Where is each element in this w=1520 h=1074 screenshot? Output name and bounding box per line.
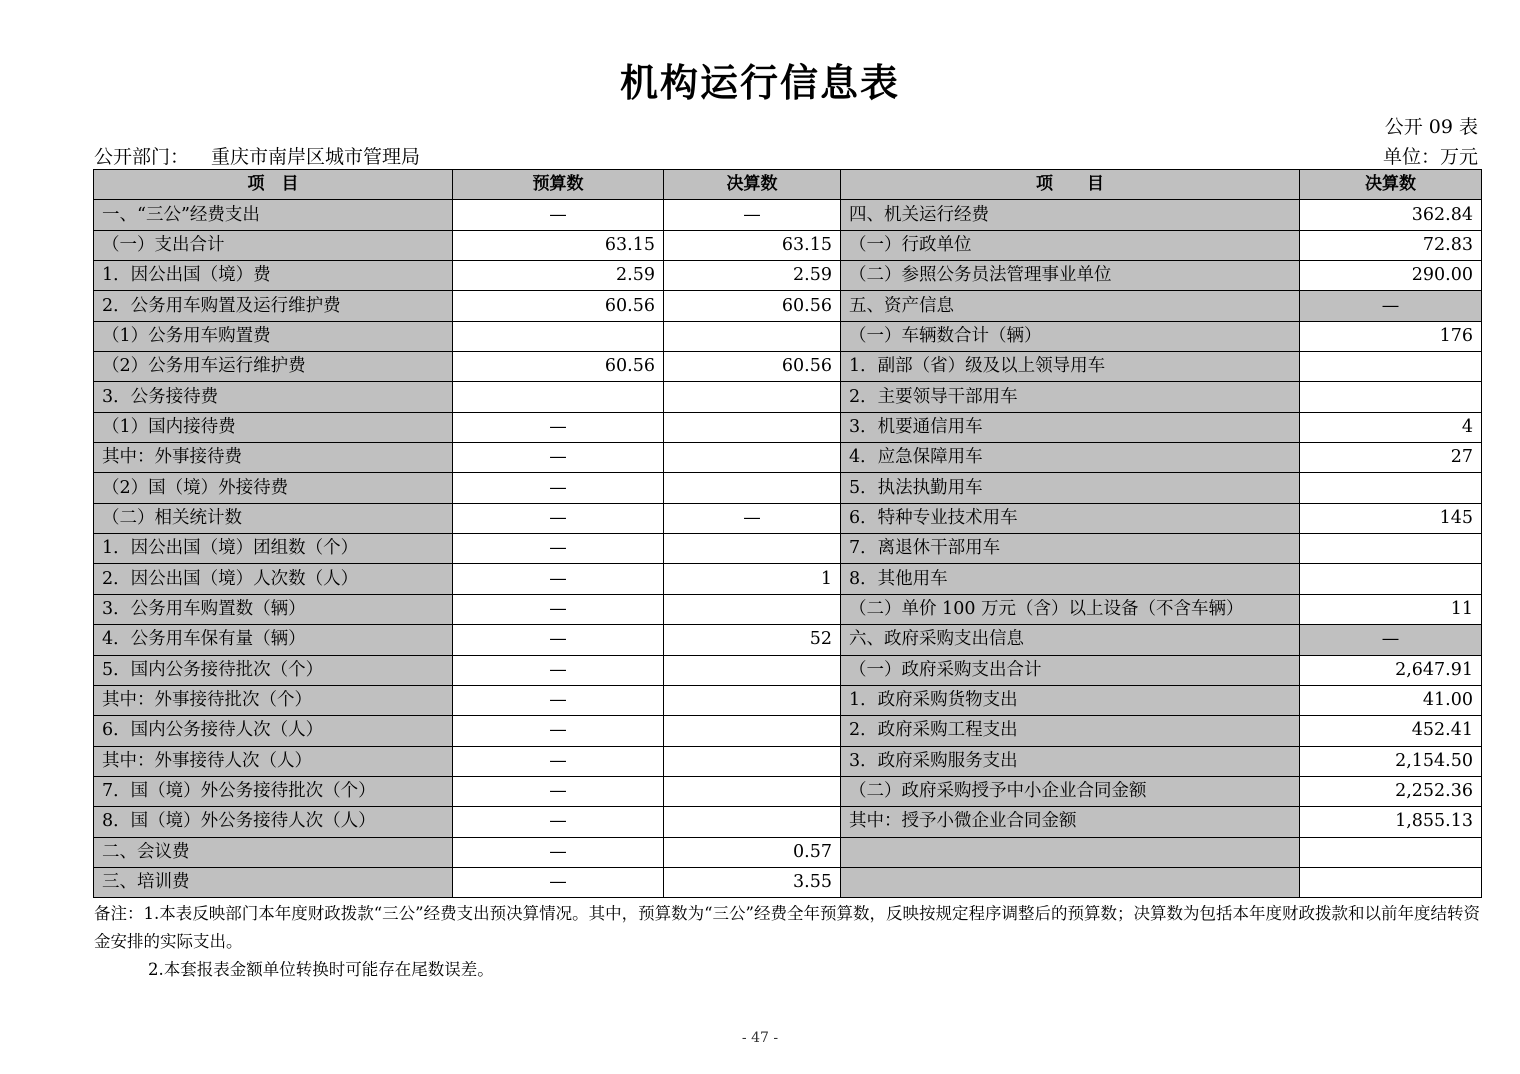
row-budget-value: — <box>453 776 664 806</box>
table-row <box>94 443 1482 473</box>
row-final-value <box>664 746 841 776</box>
row-final-value-right: — <box>1300 625 1482 655</box>
row-budget-value: — <box>453 746 664 776</box>
department <box>94 142 420 169</box>
row-item-label-right: （二）参照公务员法管理事业单位 <box>841 261 1300 291</box>
row-budget-value: — <box>453 807 664 837</box>
row-item-label: 其中：外事接待费 <box>94 443 453 473</box>
page-number: - 47 - <box>741 1030 779 1046</box>
row-final-value-right: — <box>1300 291 1482 321</box>
row-item-label-right: 6．特种专业技术用车 <box>841 503 1300 533</box>
row-item-label: 6．国内公务接待人次（人） <box>94 716 453 746</box>
row-budget-value: — <box>453 655 664 685</box>
row-final-value-right: 2,252.36 <box>1300 776 1482 806</box>
row-budget-value: 63.15 <box>453 230 664 260</box>
row-item-label-right: 四、机关运行经费 <box>841 200 1300 230</box>
row-final-value-right: 41.00 <box>1300 685 1482 715</box>
row-budget-value: — <box>453 473 664 503</box>
row-final-value <box>664 443 841 473</box>
row-budget-value: 2.59 <box>453 261 664 291</box>
row-budget-value: — <box>453 625 664 655</box>
row-final-value <box>664 594 841 624</box>
row-item-label: 一、“三公”经费支出 <box>94 200 453 230</box>
row-item-label: 三、培训费 <box>94 867 453 897</box>
row-budget-value: 60.56 <box>453 352 664 382</box>
row-final-value: — <box>664 200 841 230</box>
header-budget: 预算数 <box>453 170 664 200</box>
row-final-value-right: 145 <box>1300 503 1482 533</box>
row-item-label-right <box>841 867 1300 897</box>
row-budget-value: — <box>453 685 664 715</box>
row-item-label-right: 2．政府采购工程支出 <box>841 716 1300 746</box>
row-item-label-right: 3．政府采购服务支出 <box>841 746 1300 776</box>
row-item-label: 二、会议费 <box>94 837 453 867</box>
row-final-value <box>664 412 841 442</box>
row-final-value <box>664 685 841 715</box>
row-final-value-right: 11 <box>1300 594 1482 624</box>
row-final-value: 63.15 <box>664 230 841 260</box>
row-item-label: 1．因公出国（境）团组数（个） <box>94 534 453 564</box>
table-row <box>94 291 1482 321</box>
table-row <box>94 807 1482 837</box>
row-item-label-right: 五、资产信息 <box>841 291 1300 321</box>
row-item-label: 其中：外事接待人次（人） <box>94 746 453 776</box>
note-2: 2.本套报表金额单位转换时可能存在尾数误差。 <box>148 960 494 979</box>
row-item-label: 1．因公出国（境）费 <box>94 261 453 291</box>
row-budget-value: — <box>453 594 664 624</box>
table-row <box>94 200 1482 230</box>
row-item-label: 5．国内公务接待批次（个） <box>94 655 453 685</box>
row-final-value: 60.56 <box>664 291 841 321</box>
row-item-label-right: 其中：授予小微企业合同金额 <box>841 807 1300 837</box>
page-title: 机构运行信息表 <box>619 61 900 105</box>
row-final-value: 2.59 <box>664 261 841 291</box>
row-budget-value: — <box>453 503 664 533</box>
row-item-label: （2）国（境）外接待费 <box>94 473 453 503</box>
table-row <box>94 655 1482 685</box>
row-item-label-right: 5．执法执勤用车 <box>841 473 1300 503</box>
row-item-label: （二）相关统计数 <box>94 503 453 533</box>
table-header-row <box>94 170 1482 200</box>
table-row <box>94 776 1482 806</box>
row-final-value: 1 <box>664 564 841 594</box>
form-code: 公开 09 表 <box>1384 116 1478 138</box>
row-item-label: 3．公务用车购置数（辆） <box>94 594 453 624</box>
row-final-value: — <box>664 503 841 533</box>
row-item-label-right: 7．离退休干部用车 <box>841 534 1300 564</box>
row-final-value: 0.57 <box>664 837 841 867</box>
table-row <box>94 352 1482 382</box>
row-budget-value: — <box>453 443 664 473</box>
row-item-label-right: 1．副部（省）级及以上领导用车 <box>841 352 1300 382</box>
row-item-label-right <box>841 837 1300 867</box>
row-final-value: 3.55 <box>664 867 841 897</box>
row-budget-value: — <box>453 867 664 897</box>
row-final-value-right: 176 <box>1300 321 1482 351</box>
row-final-value-right: 452.41 <box>1300 716 1482 746</box>
row-final-value-right: 27 <box>1300 443 1482 473</box>
row-item-label: 2．公务用车购置及运行维护费 <box>94 291 453 321</box>
table-row <box>94 473 1482 503</box>
row-final-value <box>664 321 841 351</box>
row-item-label-right: （一）行政单位 <box>841 230 1300 260</box>
header-item: 项 目 <box>94 170 453 200</box>
row-final-value <box>664 807 841 837</box>
row-item-label-right: 1．政府采购货物支出 <box>841 685 1300 715</box>
row-final-value-right <box>1300 473 1482 503</box>
row-budget-value: — <box>453 564 664 594</box>
row-item-label: （2）公务用车运行维护费 <box>94 352 453 382</box>
table-row <box>94 261 1482 291</box>
row-final-value-right: 1,855.13 <box>1300 807 1482 837</box>
row-item-label: 2．因公出国（境）人次数（人） <box>94 564 453 594</box>
table-row <box>94 625 1482 655</box>
row-item-label-right: 8．其他用车 <box>841 564 1300 594</box>
table-row <box>94 685 1482 715</box>
table-row <box>94 837 1482 867</box>
row-final-value-right: 72.83 <box>1300 230 1482 260</box>
table-row <box>94 503 1482 533</box>
row-budget-value: — <box>453 716 664 746</box>
table-row <box>94 594 1482 624</box>
row-item-label: （1）公务用车购置费 <box>94 321 453 351</box>
row-final-value-right <box>1300 382 1482 412</box>
row-final-value-right: 362.84 <box>1300 200 1482 230</box>
row-budget-value <box>453 321 664 351</box>
row-final-value-right <box>1300 564 1482 594</box>
header-final-right: 决算数 <box>1300 170 1482 200</box>
row-budget-value: — <box>453 837 664 867</box>
table-row <box>94 412 1482 442</box>
header-final: 决算数 <box>664 170 841 200</box>
row-item-label-right: （一）政府采购支出合计 <box>841 655 1300 685</box>
row-final-value <box>664 534 841 564</box>
unit-label: 单位：万元 <box>1382 146 1478 168</box>
table-row <box>94 230 1482 260</box>
row-item-label-right: 六、政府采购支出信息 <box>841 625 1300 655</box>
row-final-value <box>664 716 841 746</box>
row-budget-value: — <box>453 534 664 564</box>
row-final-value <box>664 473 841 503</box>
row-final-value-right: 2,647.91 <box>1300 655 1482 685</box>
row-final-value <box>664 382 841 412</box>
row-final-value-right: 2,154.50 <box>1300 746 1482 776</box>
row-final-value-right: 4 <box>1300 412 1482 442</box>
table-row <box>94 867 1482 897</box>
row-final-value-right: 290.00 <box>1300 261 1482 291</box>
row-final-value: 60.56 <box>664 352 841 382</box>
row-item-label-right: 3．机要通信用车 <box>841 412 1300 442</box>
row-item-label-right: （二）政府采购授予中小企业合同金额 <box>841 776 1300 806</box>
row-budget-value: — <box>453 412 664 442</box>
row-budget-value <box>453 382 664 412</box>
row-final-value <box>664 776 841 806</box>
row-item-label: （1）国内接待费 <box>94 412 453 442</box>
table-row <box>94 746 1482 776</box>
table-row <box>94 382 1482 412</box>
row-item-label: 3．公务接待费 <box>94 382 453 412</box>
row-item-label: （一）支出合计 <box>94 230 453 260</box>
row-item-label-right: 4．应急保障用车 <box>841 443 1300 473</box>
department-name: 重庆市南岸区城市管理局 <box>211 146 421 168</box>
row-final-value-right <box>1300 837 1482 867</box>
row-item-label-right: 2．主要领导干部用车 <box>841 382 1300 412</box>
table-row <box>94 534 1482 564</box>
row-item-label-right: （二）单价 100 万元（含）以上设备（不含车辆） <box>841 594 1300 624</box>
row-item-label-right: （一）车辆数合计（辆） <box>841 321 1300 351</box>
row-budget-value: — <box>453 200 664 230</box>
info-table <box>93 169 1482 898</box>
row-item-label: 其中：外事接待批次（个） <box>94 685 453 715</box>
table-row <box>94 716 1482 746</box>
row-item-label: 4．公务用车保有量（辆） <box>94 625 453 655</box>
row-final-value <box>664 655 841 685</box>
row-budget-value: 60.56 <box>453 291 664 321</box>
row-final-value-right <box>1300 352 1482 382</box>
row-item-label: 7．国（境）外公务接待批次（个） <box>94 776 453 806</box>
table-row <box>94 321 1482 351</box>
note-1: 备注：1.本表反映部门本年度财政拨款“三公”经费支出预决算情况。其中，预算数为“三公”经费全年预算数，反映按规定程序调整后的预算数；决算数为包括本年度财政拨款和以前年度结转资金安排的实际支出。 <box>94 904 1480 951</box>
header-item-right: 项 目 <box>841 170 1300 200</box>
row-final-value: 52 <box>664 625 841 655</box>
row-item-label: 8．国（境）外公务接待人次（人） <box>94 807 453 837</box>
table-row <box>94 564 1482 594</box>
row-final-value-right <box>1300 534 1482 564</box>
department-label: 公开部门： <box>94 146 190 168</box>
row-final-value-right <box>1300 867 1482 897</box>
